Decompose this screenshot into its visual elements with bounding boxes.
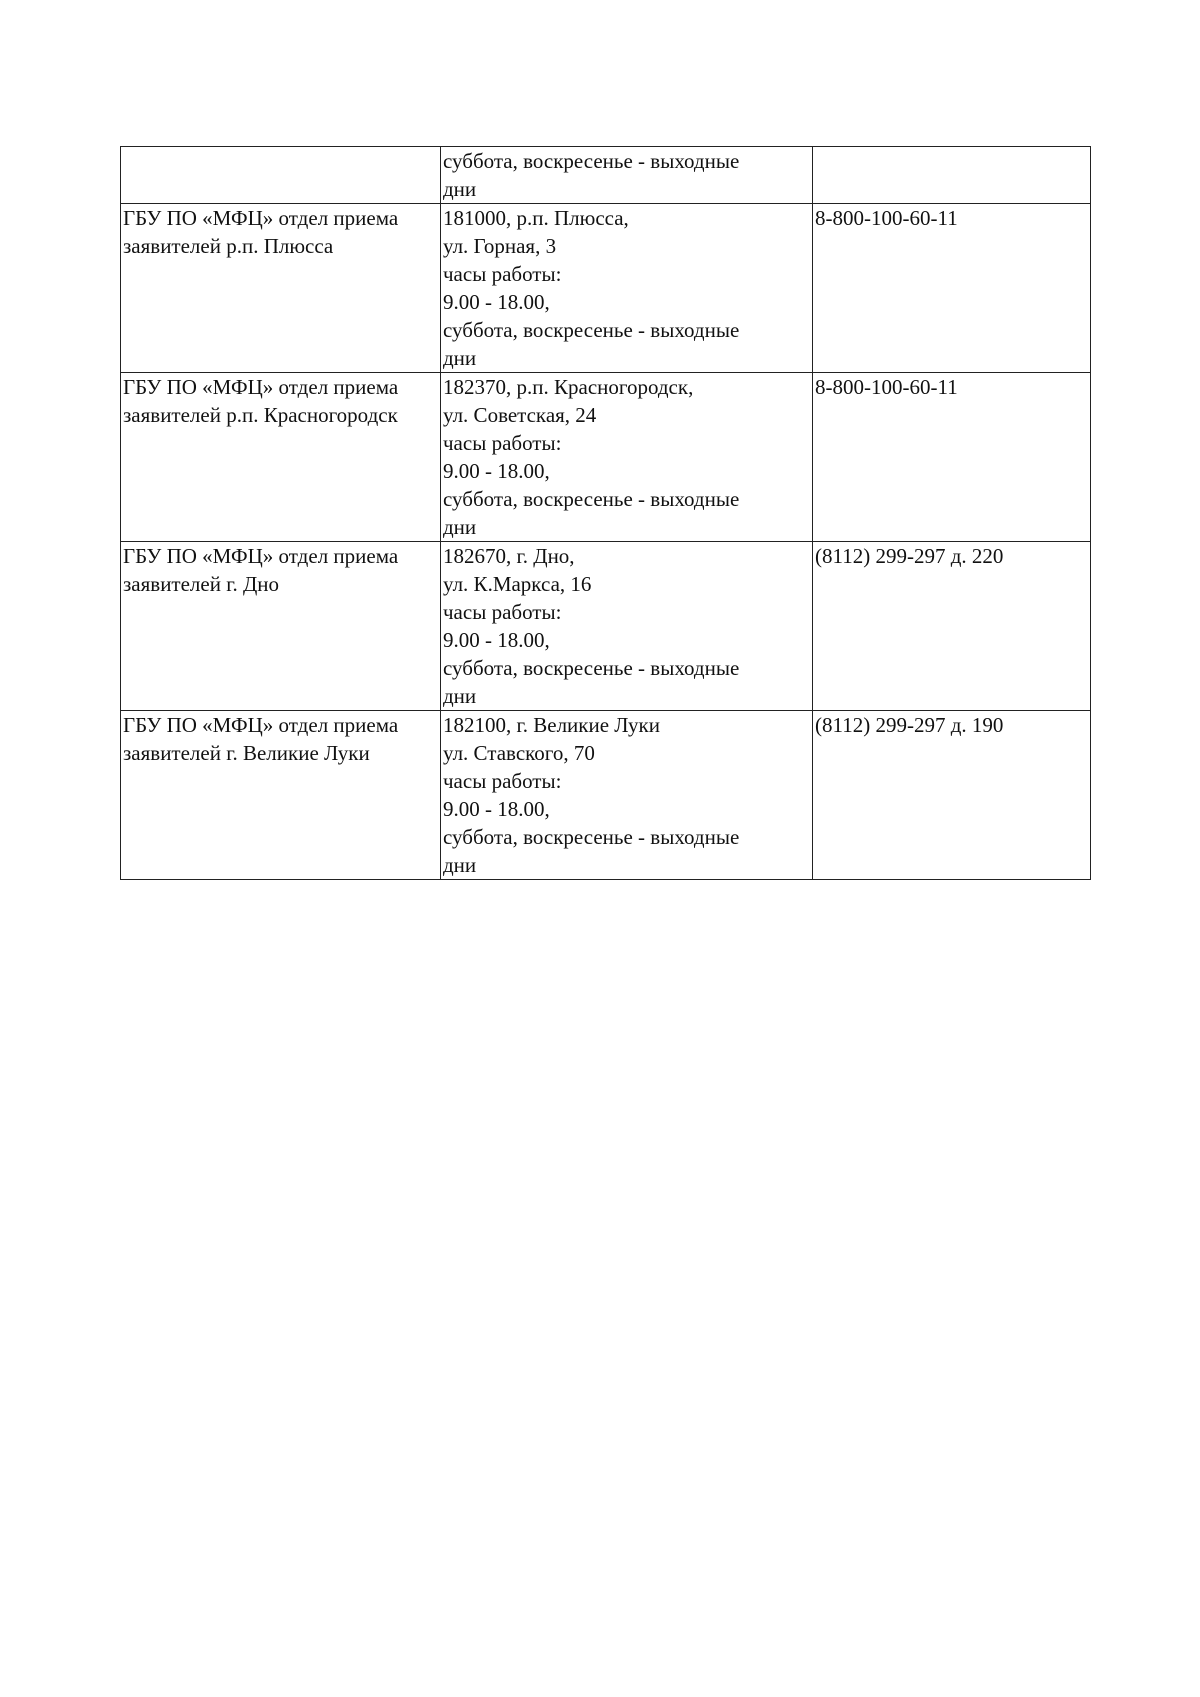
office-phone-cell — [813, 204, 1091, 373]
address-line: 182670, г. Дно, — [443, 544, 575, 568]
address-line: ул. Ставского, 70 — [443, 741, 595, 765]
address-line: суббота, воскресенье - выходные — [443, 318, 740, 342]
office-name-line: заявителей г. Дно — [123, 572, 280, 596]
address-line: дни — [443, 515, 477, 539]
address-line: часы работы: — [443, 431, 562, 455]
office-name-line: заявителей г. Великие Луки — [123, 741, 370, 765]
phone-number: 8-800-100-60-11 — [815, 375, 958, 399]
office-name-line: ГБУ ПО «МФЦ» отдел приема — [123, 713, 399, 737]
office-name-line: ГБУ ПО «МФЦ» отдел приема — [123, 206, 399, 230]
address-line: часы работы: — [443, 600, 562, 624]
address-line: 9.00 - 18.00, — [443, 459, 550, 483]
office-phone-cell — [813, 373, 1091, 542]
address-line: дни — [443, 684, 477, 708]
phone-number: 8-800-100-60-11 — [815, 206, 958, 230]
address-line: часы работы: — [443, 769, 562, 793]
address-line: суббота, воскресенье - выходные — [443, 825, 740, 849]
table-row — [121, 542, 1091, 711]
address-line: суббота, воскресенье - выходные — [443, 487, 740, 511]
office-name-cell — [121, 373, 441, 542]
address-line: 9.00 - 18.00, — [443, 628, 550, 652]
address-line: ул. Советская, 24 — [443, 403, 597, 427]
office-name-cell — [121, 147, 441, 204]
office-address-cell — [441, 147, 813, 204]
address-line: 9.00 - 18.00, — [443, 797, 550, 821]
address-line: 182370, р.п. Красногородск, — [443, 375, 694, 399]
office-phone-cell — [813, 711, 1091, 880]
table-row — [121, 373, 1091, 542]
address-line: часы работы: — [443, 262, 562, 286]
office-phone-cell — [813, 542, 1091, 711]
office-name-line: ГБУ ПО «МФЦ» отдел приема — [123, 544, 399, 568]
office-name-cell — [121, 711, 441, 880]
office-address-cell — [441, 373, 813, 542]
office-name-line: заявителей р.п. Плюсса — [123, 234, 334, 258]
address-line: суббота, воскресенье - выходные — [443, 149, 740, 173]
address-line: суббота, воскресенье - выходные — [443, 656, 740, 680]
table-row — [121, 147, 1091, 204]
address-line: 182100, г. Великие Луки — [443, 713, 660, 737]
office-address-cell — [441, 542, 813, 711]
address-line: дни — [443, 346, 477, 370]
office-name-line: ГБУ ПО «МФЦ» отдел приема — [123, 375, 399, 399]
office-name-cell — [121, 204, 441, 373]
address-line: 181000, р.п. Плюсса, — [443, 206, 629, 230]
office-address-cell — [441, 204, 813, 373]
address-line: дни — [443, 853, 477, 877]
table-row — [121, 204, 1091, 373]
phone-number: (8112) 299-297 д. 190 — [815, 713, 1004, 737]
address-line: ул. К.Маркса, 16 — [443, 572, 592, 596]
mfc-offices-table — [120, 146, 1091, 880]
table-row — [121, 711, 1091, 880]
address-line: ул. Горная, 3 — [443, 234, 557, 258]
office-address-cell — [441, 711, 813, 880]
address-line: дни — [443, 177, 477, 201]
office-name-line: заявителей р.п. Красногородск — [123, 403, 398, 427]
office-phone-cell — [813, 147, 1091, 204]
address-line: 9.00 - 18.00, — [443, 290, 550, 314]
phone-number: (8112) 299-297 д. 220 — [815, 544, 1004, 568]
office-name-cell — [121, 542, 441, 711]
